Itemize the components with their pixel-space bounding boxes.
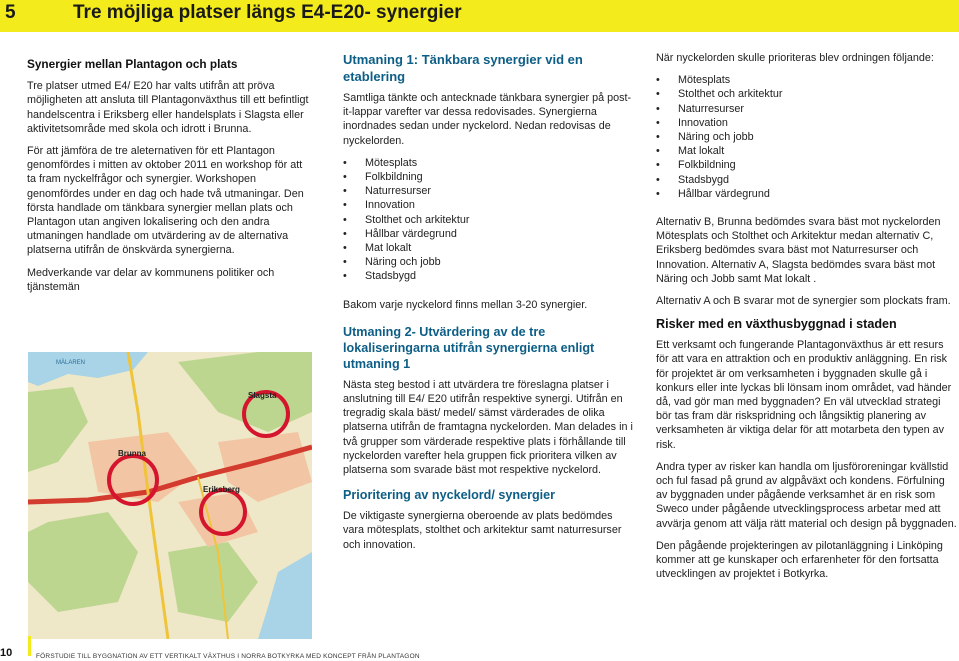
heading-utmaning-1: Utmaning 1: Tänkbara synergier vid en etablering xyxy=(343,52,583,84)
map-label-malaren: MÄLAREN xyxy=(56,360,86,366)
site-map xyxy=(28,352,312,639)
page-number: 10 xyxy=(0,647,13,659)
paragraph-utmaning-2: Nästa steg bestod i att utvärdera tre föreslagna platser i anslutning till E4/ E20 utifrån respektive synergi. Utifrån en tregradig skala bäst/ medel/ sämst värderades de olika platserna utifrån de framtagna nyckelorden. Man delades in i två grupper som värderade respektive plats i förhållande till nyckelorden varefter hela gruppen fick prioritera vilken av platserna som svarade bäst mot respektive nyckelord. xyxy=(343,378,633,477)
list-item: • Naturresurser xyxy=(343,184,633,198)
heading-utmaning-2: Utmaning 2- Utvärdering av de tre lokaliseringarna utifrån synergierna enligt utmaning 1 xyxy=(343,324,595,371)
chapter-banner xyxy=(0,0,959,32)
list-item: • Hållbar värdegrund xyxy=(656,187,958,201)
map-label-eriksberg: Eriksberg xyxy=(203,485,240,494)
paragraph-risk-1: Ett verksamt och fungerande Plantagonväxthus är ett resurs för att vara en attraktion och en produktiv anläggning. En risk för projektet är om verksamheten i byggnaden skulle gå i konkurs eller inte lyckas bli lönsam inom området, vad händer då, vad gör man med byggnaden? En väl utvecklad strategi bör tas fram där riskspridning och långsiktig planering av verksamheten är viktiga delar för att motarbeta den typen av risk. xyxy=(656,339,952,451)
list-item: • Naturresurser xyxy=(656,102,958,116)
paragraph-priority-intro: När nyckelorden skulle prioriteras blev ordningen följande: xyxy=(656,52,934,64)
chapter-title: Tre möjliga platser längs E4-E20- synergier xyxy=(73,2,462,23)
paragraph-workshop: För att jämföra de tre aleternativen för ett Plantagon genomfördes i mitten av oktober 2011 en workshop för att ta fram nyckelfrågor och synergier. Workshopen genomfördes under en dag och hade två utmaningar. Den första handlade om tänkbara synergier mellan plats och Plantagon utan angiven lokalisering och den andra utmaningen handlade om utvärdering av de alternativa platserna utifrån de önskvärda synergierna. xyxy=(27,145,304,257)
heading-risker: Risker med en växthusbyggnad i staden xyxy=(656,317,897,332)
paragraph-risk-3: Den pågående projekteringen av pilotanläggning i Linköping kommer att ge kunskaper och erfarenheter för den fortsatta utvecklingen av projektet i Botkyrka. xyxy=(656,539,943,581)
paragraph-utmaning-1: Samtliga tänkte och antecknade tänkbara synergier på post-it-lappar varefter var dessa redovisades. Synergierna inordnades sedan under nyckelord. Nedan redovisas de nyckelorden. xyxy=(343,92,632,147)
paragraph-prioritering: De viktigaste synergierna oberoende av plats bedömdes vara mötesplats, stolthet och arkitektur samt naturresurser och innovation. xyxy=(343,510,622,551)
list-item: • Stolthet och arkitektur xyxy=(656,87,958,101)
map-label-brunna: Brunna xyxy=(118,449,146,458)
paragraph-alternatives-ab: Alternativ A och B svarar mot de synergier som plockats fram. xyxy=(656,295,951,308)
paragraph-alternatives: Alternativ B, Brunna bedömdes svara bäst mot nyckelorden Mötesplats och Stolthet och Arkitektur medan alternativ C, Eriksberg bedömdes svara bäst mot Naturresurser och Innovation. Alternativ A, Slagsta bedömdes svara bäst mot Näring och Jobb samt Mat lokalt . xyxy=(656,216,941,285)
list-item: • Mat lokalt xyxy=(656,144,958,158)
map-graphic xyxy=(28,352,312,639)
chapter-number: 5 xyxy=(5,2,16,23)
list-item: • Mat lokalt xyxy=(343,241,633,255)
footer-accent-bar xyxy=(28,636,31,656)
paragraph-synergy-count: Bakom varje nyckelord finns mellan 3-20 synergier. xyxy=(343,298,588,311)
section-heading-synergier: Synergier mellan Plantagon och plats xyxy=(27,57,238,71)
column-3 xyxy=(656,51,958,590)
list-item: • Stolthet och arkitektur xyxy=(343,213,633,227)
list-item: • Mötesplats xyxy=(343,156,633,170)
list-item: • Stadsbygd xyxy=(343,269,633,283)
list-item: • Innovation xyxy=(343,198,633,212)
list-item: • Folkbildning xyxy=(656,158,958,172)
list-item: • Mötesplats xyxy=(656,73,958,87)
paragraph-intro: Tre platser utmed E4/ E20 har valts utifrån att pröva möjligheten att ansluta till Plantagonväxthus till ett befintligt handelscentra i Eriksberg eller handelsplats i Slagsta eller aktivitetsområde med skola och idrott i Brunna. xyxy=(27,80,309,135)
paragraph-participants: Medverkande var delar av kommunens politiker och tjänstemän xyxy=(27,266,275,293)
heading-prioritering: Prioritering av nyckelord/ synergier xyxy=(343,488,556,503)
column-1 xyxy=(27,57,313,302)
keyword-list xyxy=(343,156,633,284)
map-label-slagsta: Slagsta xyxy=(248,391,277,400)
priority-list xyxy=(656,73,958,201)
column-2 xyxy=(343,51,633,560)
paragraph-risk-2: Andra typer av risker kan handla om ljusföroreningar kvällstid och ful fasad på grund av algpåväxt och kondens. Förfulning av byggnaden under pågående verksamhet är en risk som Sweco under pågående utvecklingsprocess arbetar med att avvärja genom att välja rätt material och design på byggnaden. xyxy=(656,460,957,530)
list-item: • Näring och jobb xyxy=(656,130,958,144)
footer-text: FÖRSTUDIE TILL BYGGNATION AV ETT VERTIKALT VÄXTHUS I NORRA BOTKYRKA MED KONCEPT FRÅN PLANTAGON xyxy=(36,653,420,660)
list-item: • Näring och jobb xyxy=(343,255,633,269)
list-item: • Folkbildning xyxy=(343,170,633,184)
list-item: • Hållbar värdegrund xyxy=(343,227,633,241)
list-item: • Stadsbygd xyxy=(656,173,958,187)
list-item: • Innovation xyxy=(656,116,958,130)
